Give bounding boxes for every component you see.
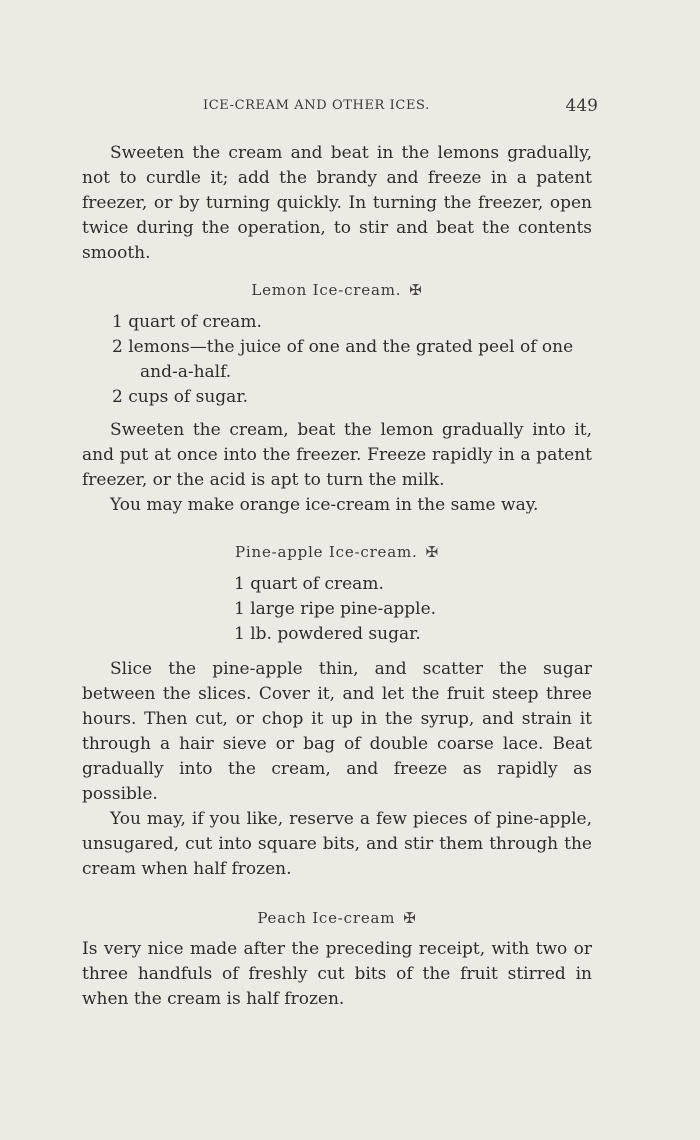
maltese-cross-icon: ✠ [425, 543, 439, 561]
peach-paragraph: Is very nice made after the preceding receipt, with two or three handfuls of freshly cut bits of the fruit stirred in when the cream is half frozen. [82, 939, 592, 1009]
maltese-cross-icon: ✠ [403, 909, 417, 927]
ingredient-item: 1 quart of cream. [112, 312, 262, 332]
peach-heading-text: Peach Ice-cream [257, 909, 396, 927]
ingredient-item: 1 quart of cream. [234, 574, 384, 594]
running-head-title: ICE-CREAM AND OTHER ICES. [203, 98, 430, 113]
ingredient-item: 1 large ripe pine-apple. [234, 599, 437, 619]
ingredient-item: 2 cups of sugar. [112, 387, 248, 407]
pineapple-heading [82, 540, 592, 565]
pineapple-note: You may, if you like, reserve a few pieces of pine-apple, unsugared, cut into square bits, and stir them through the cream when half frozen. [82, 809, 592, 879]
intro-paragraph: Sweeten the cream and beat in the lemons gradually, not to curdle it; add the brandy and freeze in a patent freezer, or by turning quickly. In turning the freezer, open twice during the operation, to stir and beat the contents smooth. [82, 143, 592, 263]
maltese-cross-icon: ✠ [409, 281, 423, 299]
page-number: 449 [565, 96, 598, 116]
lemon-ingredients [82, 310, 592, 410]
ingredient-item: 2 lemons—the juice of one and the grated peel of one and-a-half. [112, 337, 574, 382]
lemon-orange-note: You may make orange ice-cream in the same way. [110, 495, 539, 515]
peach-heading [82, 906, 592, 931]
ingredient-item: 1 lb. powdered sugar. [234, 624, 421, 644]
pineapple-paragraph: Slice the pine-apple thin, and scatter the sugar between the slices. Cover it, and let the fruit steep three hours. Then cut, or chop it up in the syrup, and strain it through a hair sieve or bag of double coarse lace. Beat gradually into the cream, and freeze as rapidly as possible. [82, 659, 592, 804]
pineapple-ingredients [82, 572, 592, 647]
lemon-heading-text: Lemon Ice-cream. [251, 281, 402, 299]
page-body [82, 141, 592, 1012]
lemon-paragraph: Sweeten the cream, beat the lemon gradually into it, and put at once into the freezer. Freeze rapidly in a patent freezer, or the acid is apt to turn the milk. [82, 420, 592, 490]
lemon-heading [82, 278, 592, 303]
running-head [0, 98, 700, 118]
pineapple-heading-text: Pine-apple Ice-cream. [235, 543, 418, 561]
